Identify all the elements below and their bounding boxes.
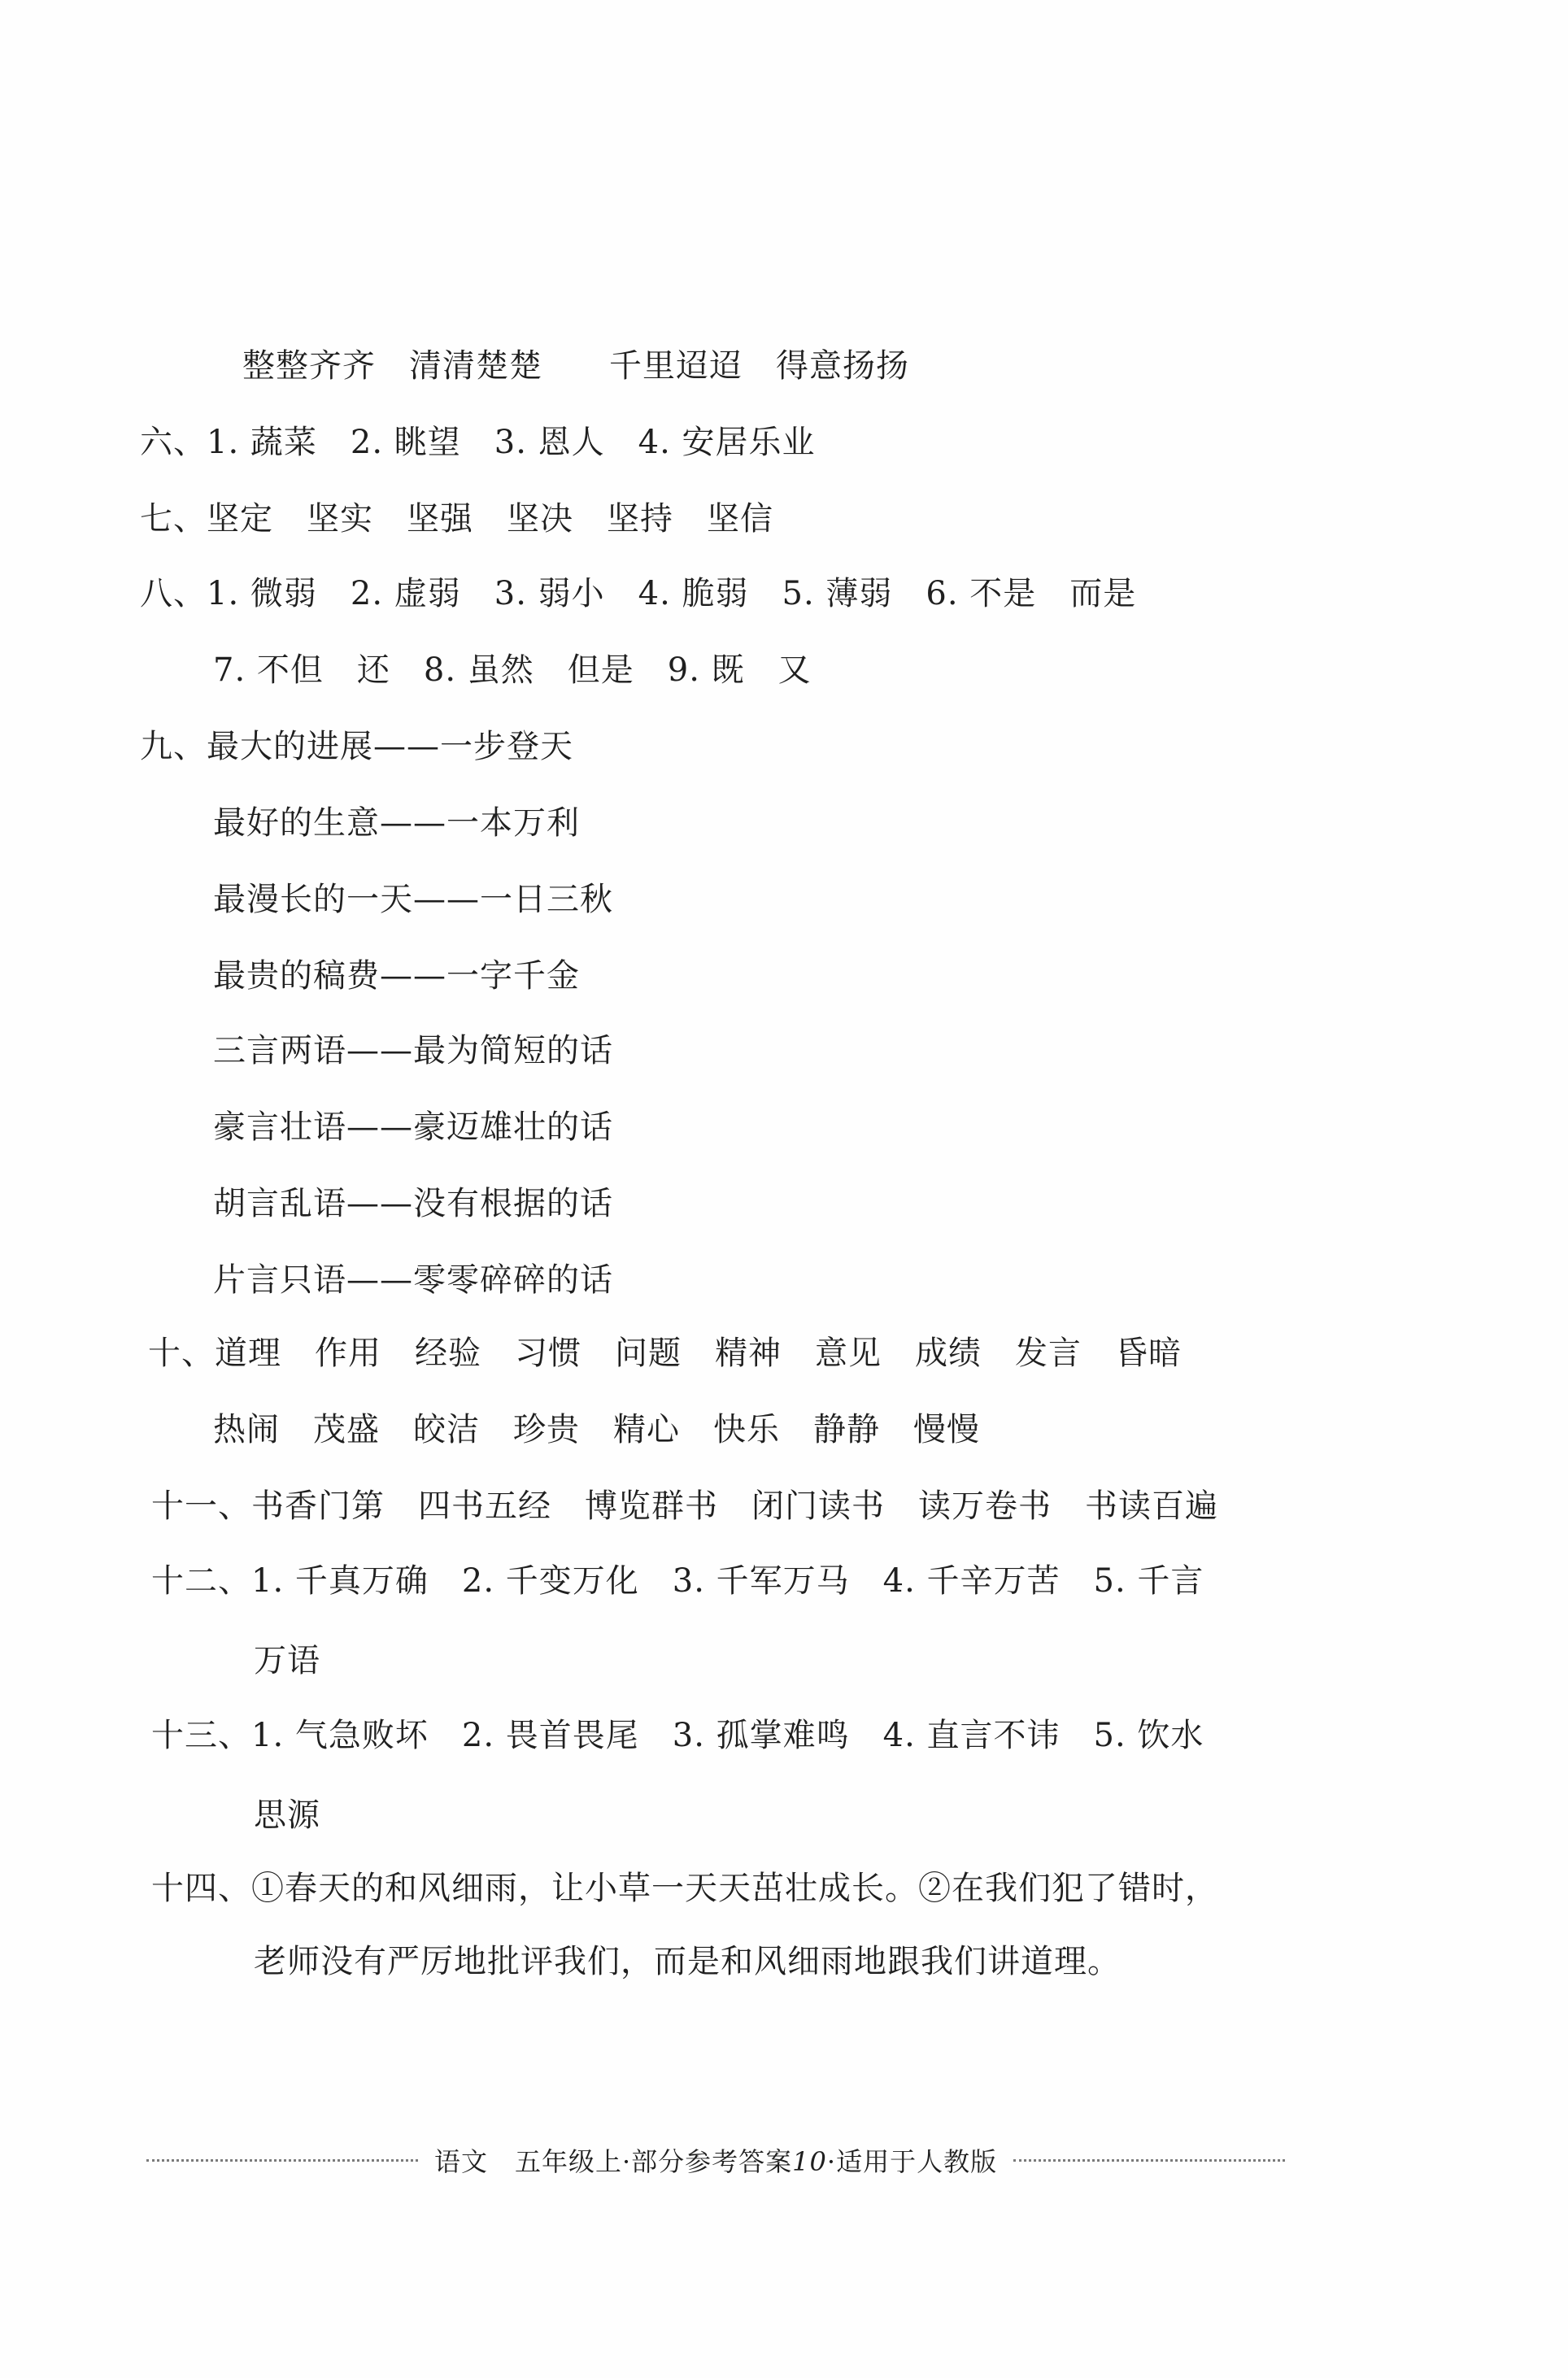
answer-line-section-7: 七、坚定 坚实 坚强 坚决 坚持 坚信 xyxy=(140,500,773,538)
page-number: 10 xyxy=(792,2146,827,2177)
footer-dotted-rule-left xyxy=(146,2159,418,2162)
answer-line-section-13: 十三、1. 气急败坏 2. 畏首畏尾 3. 孤掌难鸣 4. 直言不讳 5. 饮水 xyxy=(151,1717,1204,1754)
answer-line-section-8: 八、1. 微弱 2. 虚弱 3. 弱小 4. 脆弱 5. 薄弱 6. 不是 而是 xyxy=(140,575,1137,612)
answer-line-section-10: 十、道理 作用 经验 习惯 问题 精神 意见 成绩 发言 昏暗 xyxy=(148,1335,1182,1372)
page-footer xyxy=(146,2139,1285,2181)
answer-line-section-9-item-5: 三言两语——最为简短的话 xyxy=(213,1032,613,1069)
answer-line-section-12: 十二、1. 千真万确 2. 千变万化 3. 千军万马 4. 千辛万苦 5. 千言 xyxy=(151,1562,1204,1600)
answer-line-section-11: 十一、书香门第 四书五经 博览群书 闭门读书 读万卷书 书读百遍 xyxy=(151,1487,1218,1525)
answer-line-section-9: 九、最大的进展——一步登天 xyxy=(140,728,573,765)
footer-subject: 语文 xyxy=(433,2146,488,2177)
answer-line-section-14-cont: 老师没有严厉地批评我们，而是和风细雨地跟我们讲道理。 xyxy=(254,1943,1121,1980)
answer-line-section-13-cont: 思源 xyxy=(254,1797,320,1834)
answer-line-section-9-item-3: 最漫长的一天——一日三秋 xyxy=(213,881,613,918)
answer-line-section-12-cont: 万语 xyxy=(254,1642,320,1679)
answer-line-section-9-item-4: 最贵的稿费——一字千金 xyxy=(213,957,580,995)
answer-line-section-9-item-6: 豪言壮语——豪迈雄壮的话 xyxy=(213,1108,613,1146)
answer-line-section-9-item-8: 片言只语——零零碎碎的话 xyxy=(213,1261,613,1299)
footer-answers-label: 部分参考答案 xyxy=(631,2146,793,2177)
footer-label: 语文 五年级上·部分参考答案10·适用于人教版 xyxy=(433,2146,998,2177)
answer-line-section-9-item-2: 最好的生意——一本万利 xyxy=(213,804,580,842)
answer-line-section-8-cont: 7. 不但 还 8. 虽然 但是 9. 既 又 xyxy=(213,651,812,689)
footer-edition: 适用于人教版 xyxy=(836,2146,998,2177)
footer-grade: 五年级上 xyxy=(514,2146,622,2177)
answer-line-section-6: 六、1. 蔬菜 2. 眺望 3. 恩人 4. 安居乐业 xyxy=(140,424,816,461)
answer-line-section-10-cont: 热闹 茂盛 皎洁 珍贵 精心 快乐 静静 慢慢 xyxy=(213,1411,980,1448)
footer-dotted-rule-right xyxy=(1013,2159,1285,2162)
answer-line-section-9-item-7: 胡言乱语——没有根据的话 xyxy=(213,1185,613,1222)
answer-line-section-14: 十四、①春天的和风细雨，让小草一天天茁壮成长。②在我们犯了错时， xyxy=(151,1870,1218,1907)
answer-line-continued-idioms: 整整齐齐 清清楚楚 千里迢迢 得意扬扬 xyxy=(242,347,909,385)
